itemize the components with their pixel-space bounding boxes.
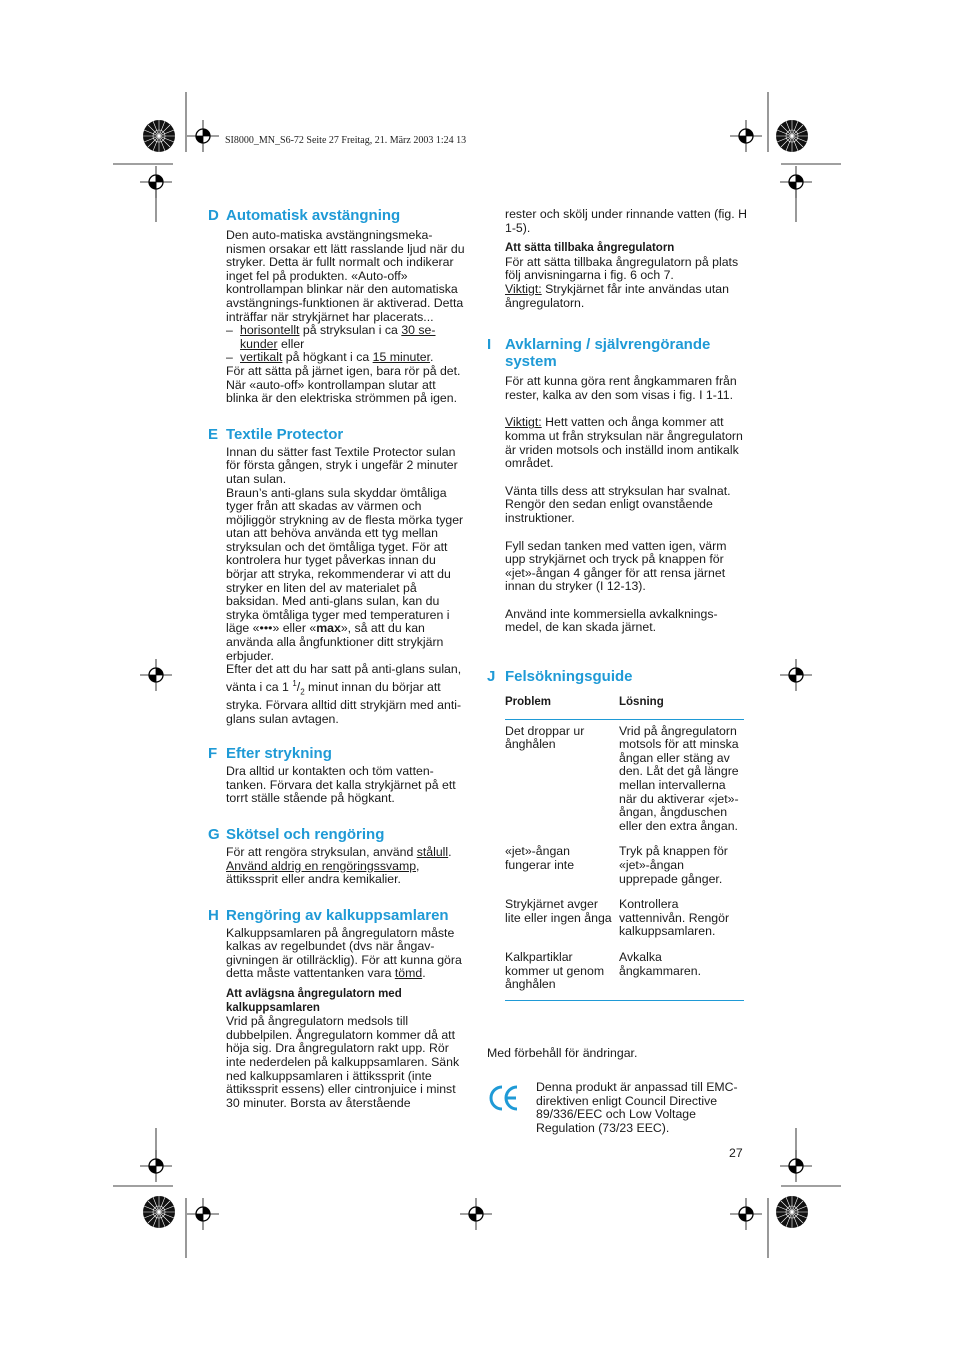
solution-cell: Avkalka ångkammaren. <box>619 949 702 978</box>
section-title: Avklarning / självrengörande system <box>505 336 711 371</box>
ce-compliance-text: Denna produkt är anpassad till EMC-direktiven enligt Council Directive 89/336/EEC och Low Voltage Regulation (73/23 EEC). <box>536 1080 738 1135</box>
section-letter: E <box>208 425 219 443</box>
text: Kalkuppsamlaren på ångregulatorn måste kalkas av regelbundet (dvs när ångav-givningen är otillräcklig). För att kunna göra detta måste vattentanken vara <box>226 925 462 981</box>
page-number: 27 <box>729 1146 743 1160</box>
table-row <box>505 886 744 939</box>
text: . <box>448 844 452 859</box>
list-item <box>226 351 470 365</box>
paragraph <box>505 416 749 470</box>
paragraph: Den auto-matiska avstängningsmeka-nismen orsakar ett lätt rasslande ljud när du stryker. Detta är fullt normalt och indikerar inget fel på produkten. «Auto-off» kontrollampan blinkar när den automatiska avstängnings-funktionen är aktiverad. Detta inträffar när strykjärnet har placerats... <box>226 228 465 324</box>
problem-cell: Strykjärnet avger lite eller ingen ånga <box>505 897 612 925</box>
fraction-numerator: 1 <box>292 678 297 688</box>
paragraph: För att kunna göra rent ångkammaren från rester, kalka av den som visas i fig. I 1-11. <box>505 374 737 402</box>
underlined-text: horisontellt <box>240 323 300 338</box>
section-heading <box>208 826 470 843</box>
text: , ättikssprit eller andra kemikalier. <box>226 858 420 887</box>
section-title: Automatisk avstängning <box>226 207 401 224</box>
underlined-text: vertikalt <box>240 350 283 365</box>
text: Braun’s anti-glans sula skyddar ömtåliga tyger från att skadas av värmen och möjliggör strykning av de flesta mörka tyger utan att behöva använda ett tyg mellan stryksulan och det ömtåliga tyget. För att kontrolera hur tyget påverkas innan du börjar att stryka, rekommenderar vi att du stryker en liten del av materialet på baksidan. Med anti-glans sulan, kan du stryka ömtåliga tyger med temperaturen i läge « <box>226 485 464 636</box>
problem-cell: Det droppar ur ånghålen <box>505 723 585 752</box>
section-h-continued <box>487 208 749 310</box>
underlined-text: Använd aldrig en rengöringssvamp <box>226 858 417 873</box>
subheading: Att sätta tillbaka ångregulatorn <box>505 242 675 255</box>
paragraph: Fyll sedan tanken med vatten igen, värm upp strykjärnet och tryck på knappen för «jet»-ångan 4 gånger för att rensa järnet innan du stryker (I 12-13). <box>505 538 727 594</box>
table-row <box>505 939 744 1000</box>
section-f <box>208 745 470 806</box>
paragraph: För att sätta på järnet igen, bara rör på det. <box>226 363 461 378</box>
text: Strykjärnet får inte användas utan ångregulatorn. <box>505 281 729 310</box>
section-body <box>208 846 470 887</box>
section-letter: F <box>208 745 218 763</box>
section-letter: J <box>487 668 496 686</box>
section-title: Efter strykning <box>226 745 332 763</box>
section-heading <box>208 426 470 443</box>
column-header-problem: Problem <box>505 690 619 719</box>
section-g <box>208 826 470 887</box>
section-h <box>208 907 470 1111</box>
problem-cell: Kalkpartiklar kommer ut genom ånghålen <box>505 949 605 992</box>
text: på stryksulan i ca <box>299 323 402 338</box>
section-heading <box>208 207 470 224</box>
max-label: max <box>316 621 341 636</box>
dash: – <box>226 323 233 338</box>
troubleshooting-table <box>505 690 744 1001</box>
problem-cell: «jet»-ångan fungerar inte <box>505 844 575 872</box>
list-item <box>226 324 470 351</box>
table-row <box>505 719 744 833</box>
underlined-text: Viktigt: <box>505 281 542 296</box>
dots-symbol: ••• <box>259 621 273 636</box>
section-heading <box>208 745 470 762</box>
section-title: Textile Protector <box>226 425 344 443</box>
text: eller <box>277 336 305 351</box>
left-column <box>208 207 470 1110</box>
section-body <box>208 446 470 726</box>
text: Efter det att du har satt på anti-glans sulan, vänta i ca 1 <box>226 662 462 694</box>
text: på högkant i ca <box>282 350 373 365</box>
section-body <box>487 375 749 635</box>
paragraph: Använd inte kommersiella avkalknings-medel, de kan skada järnet. <box>505 606 718 635</box>
reservation-note: Med förbehåll för ändringar. <box>487 1046 638 1060</box>
section-letter: I <box>487 336 492 354</box>
right-column <box>487 208 749 1001</box>
text: . <box>422 966 426 981</box>
paragraph <box>505 283 749 310</box>
underlined-text: Viktigt: <box>505 415 542 430</box>
paragraph: Vänta tills dess att stryksulan har svalnat. Rengör den sedan enligt ovanstående instruktioner. <box>505 483 731 525</box>
section-title: Felsökningsguide <box>505 668 633 686</box>
solution-cell: Vrid på ångregulatorn motsols för att minska ångan eller stäng av den. Låt det gå längre mellan intervallerna när du aktiverar «jet»-ångan, ångduschen eller den extra ångan. <box>619 723 739 833</box>
print-header: SI8000_MN_S6-72 Seite 27 Freitag, 21. März 2003 1:24 13 <box>225 135 467 146</box>
section-heading <box>208 907 470 924</box>
section-heading <box>487 668 749 685</box>
section-heading <box>487 336 749 370</box>
text: minut innan du börjar att stryka. Förvara alltid ditt strykjärn med anti-glans sulan avtagen. <box>226 679 462 726</box>
section-j <box>487 668 749 1001</box>
section-body: Dra alltid ur kontakten och töm vatten-tanken. Förvara det kalla strykjärnet på ett torrt ställe stående på högkant. <box>226 764 456 806</box>
section-e <box>208 426 470 726</box>
section-d <box>208 207 470 406</box>
text: Hett vatten och ånga kommer att komma ut från stryksulan när ångregulatorn är vriden motsols och inställd inom antikalk området. <box>505 415 743 471</box>
solution-cell: Tryk på knappen för «jet»-ångan upprepade gånger. <box>619 844 728 886</box>
paragraph <box>226 487 470 664</box>
column-header-solution: Lösning <box>619 690 744 719</box>
paragraph: Efter det att du har satt på anti-glans sulan, vänta i ca 1 $^1/_2$ minut innan du börjar att stryka. Förvara alltid ditt strykjärn med anti-glans sulan avtagen. <box>226 662 462 726</box>
section-letter: H <box>208 906 219 924</box>
fraction-denominator: 2 <box>300 687 305 697</box>
section-title: Skötsel och rengöring <box>226 825 385 843</box>
paragraph: Vrid på ångregulatorn medsols till dubbelpilen. Ångregulatorn kommer då att höja sig. Dra ångregulatorn rakt upp. Rör inte nederdelen på kalkuppsamlaren. Sänk ned kalkuppsamlaren i ättikssprit (inte ättikssprit essens) eller cintronjuice i minst 30 minuter. Borsta av återstående <box>226 1014 460 1110</box>
paragraph: rester och skölj under rinnande vatten (fig. H 1-5). <box>505 207 747 235</box>
table-row <box>505 833 744 886</box>
section-body <box>208 229 470 406</box>
section-body <box>208 927 470 1111</box>
ce-mark-icon <box>488 1083 520 1113</box>
text: », så att du kan använda alla ångfunktioner ditt strykjärn erbjuder. <box>226 621 444 663</box>
paragraph: För att sätta tillbaka ångregulatorn på plats följ anvisningarna i fig. 6 och 7. <box>505 254 739 283</box>
solution-cell: Kontrollera vattennivån. Rengör kalkuppsamlaren. <box>619 897 730 939</box>
section-i <box>487 336 749 635</box>
subheading: Att avlägsna ångregulatorn med kalkuppsamlaren <box>226 988 402 1014</box>
underlined-text: 30 se-kunder <box>240 323 436 351</box>
underlined-text: 15 minuter <box>372 350 431 365</box>
text: » eller « <box>272 621 317 636</box>
paragraph: Innan du sätter fast Textile Protector sulan för första gången, stryk i ungefär 2 minuter utan sulan. <box>226 444 458 486</box>
section-title: Rengöring av kalkuppsamlaren <box>226 906 449 924</box>
section-letter: G <box>208 825 220 843</box>
table-header-row <box>505 690 744 719</box>
dash: – <box>226 350 233 365</box>
section-letter: D <box>208 207 219 224</box>
paragraph: När «auto-off» kontrollampan slutar att blinka är den elektriska strömmen på igen. <box>226 377 458 406</box>
paragraph <box>226 927 470 981</box>
underlined-text: stålull <box>416 844 449 859</box>
underlined-text: tömd <box>394 966 423 981</box>
text: För att rengöra stryksulan, använd <box>226 844 417 859</box>
text: . <box>430 350 434 365</box>
